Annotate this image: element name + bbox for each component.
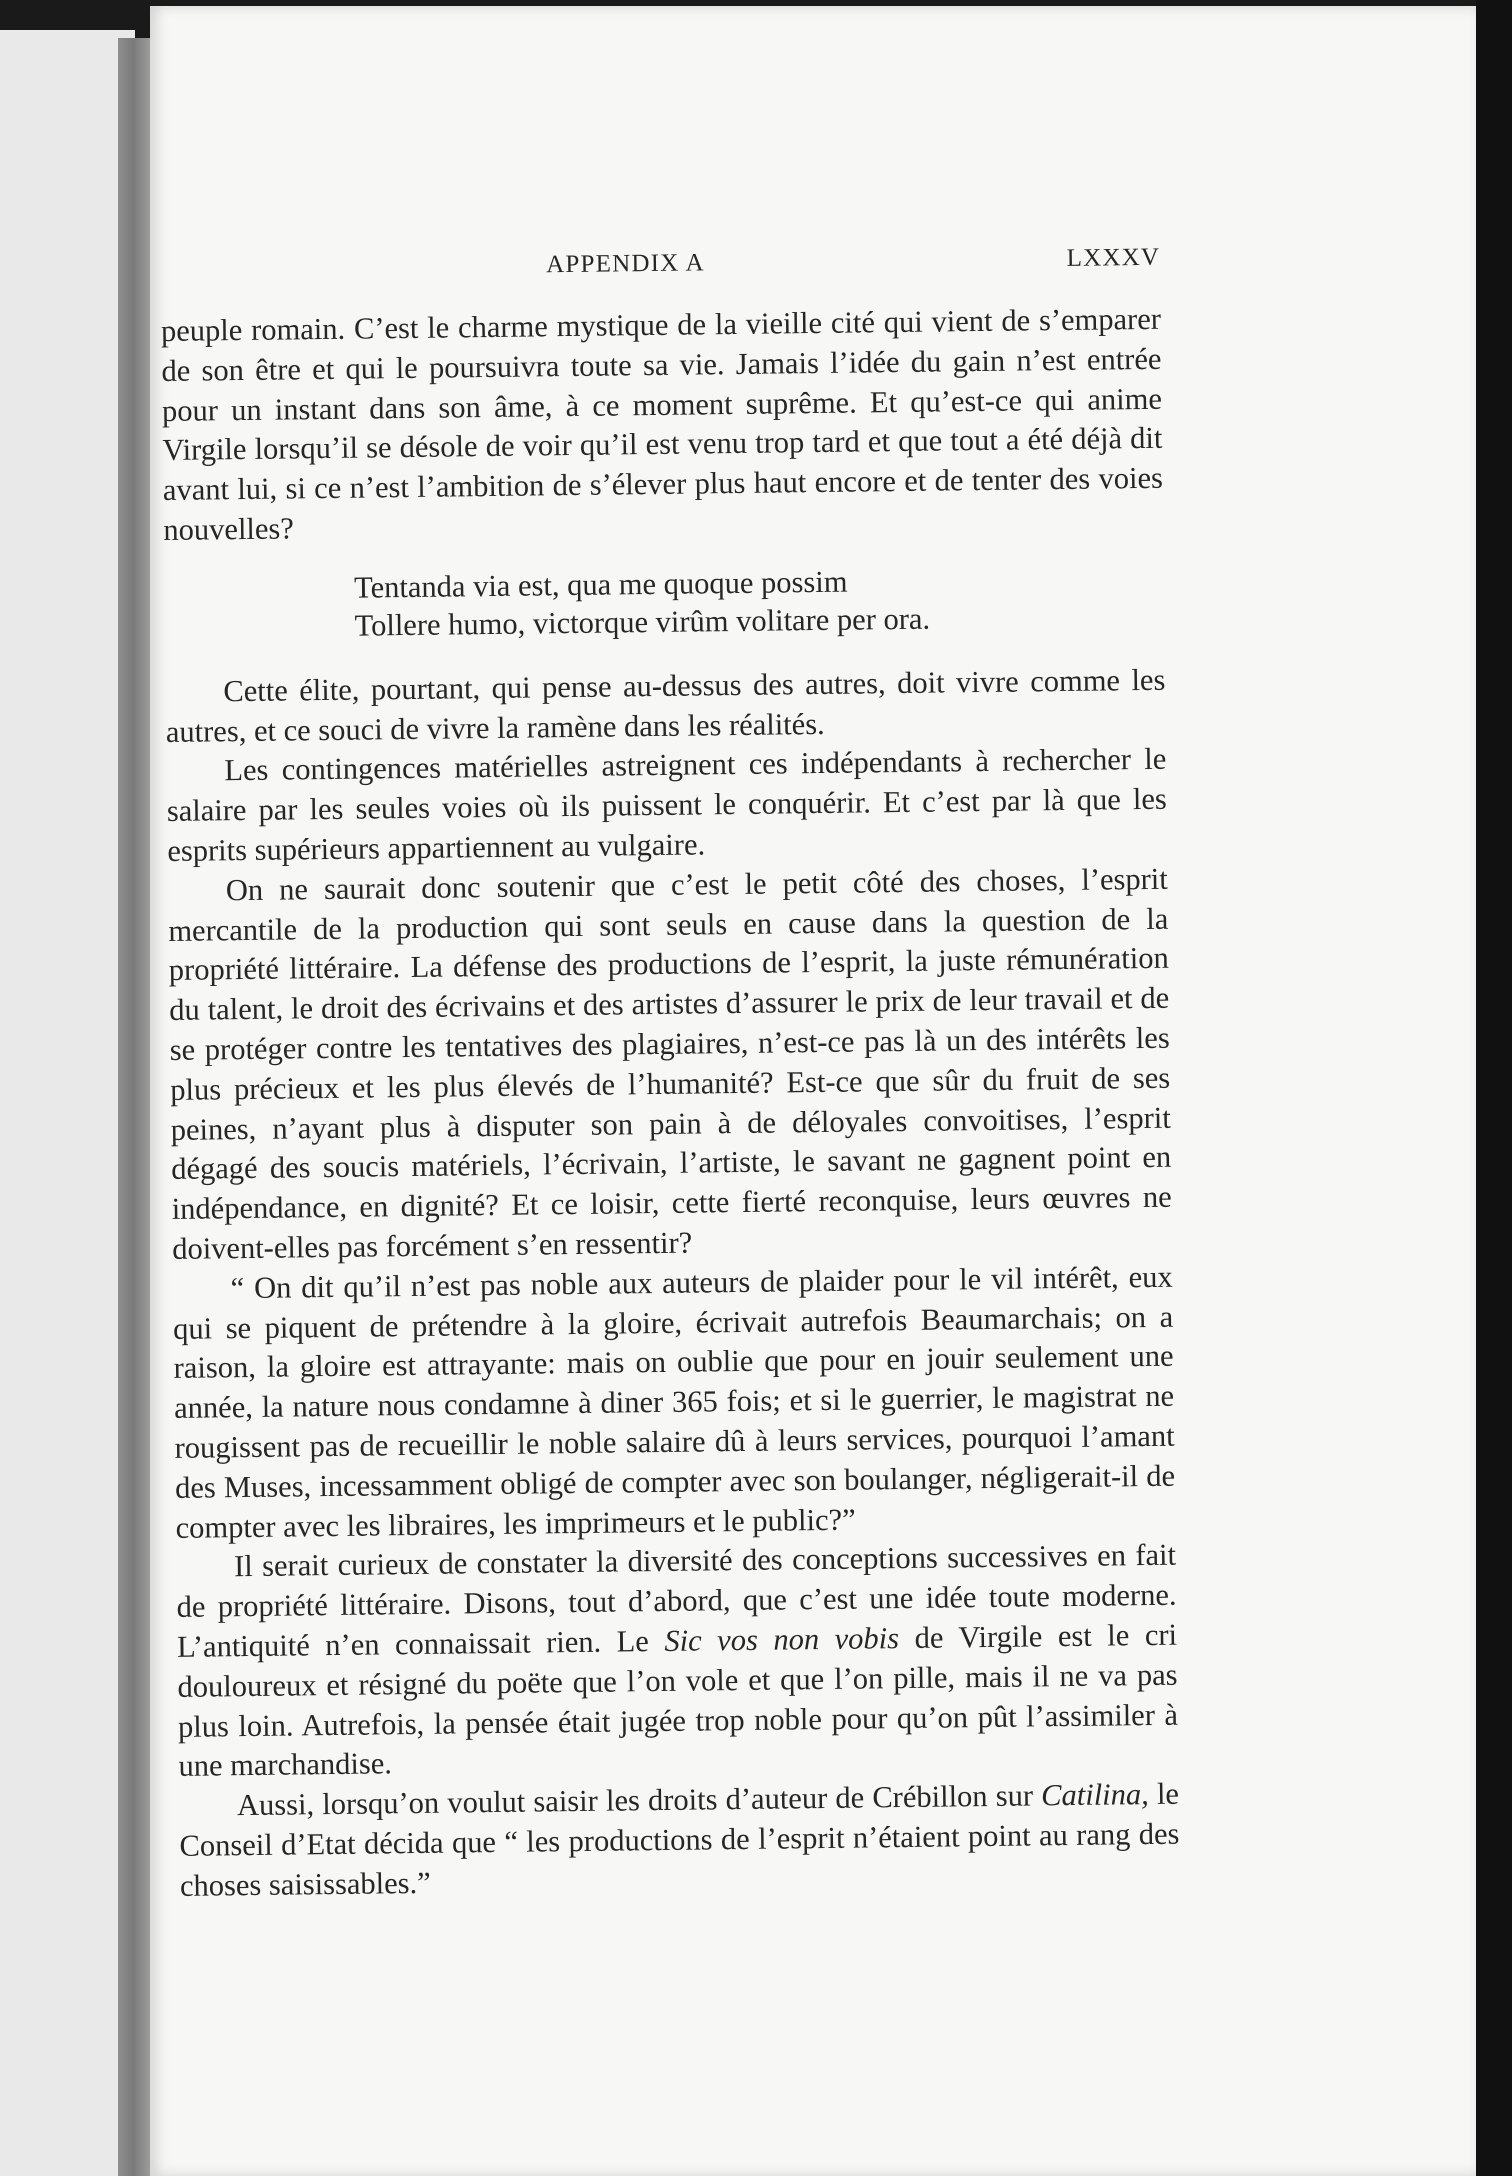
paragraph-6	[176, 1536, 1179, 1787]
paragraph-7-text-b: le Conseil d’Etat décida que “ les productions de l’esprit n’étaient point au rang des choses saisissables.”	[179, 1776, 1180, 1903]
paragraph-7	[179, 1775, 1180, 1907]
paragraph-4: On ne saurait donc soutenir que c’est le petit côté des choses, l’esprit mercantile de la production qui sont seuls en cause dans la question de la propriété littéraire. La défense des productions de l’esprit, la juste rémunération du talent, le droit des écrivains et des artistes d’assurer le prix de leur travail et de se protéger contre les tentatives des plagiaires, n’est-ce pas là un des intérêts les plus précieux et les plus élevés de l’humanité? Est-ce que sûr du fruit de ses peines, n’ayant plus à disputer son pain à de déloyales convoitises, l’esprit dégagé des soucis matériels, l’écrivain, l’artiste, le savant ne gagnent point en indépendance, en dignité? Et ce loisir, cette fierté reconquise, leurs œuvres ne doivent-elles pas forcément s’en ressentir?	[168, 861, 1172, 1266]
scan-border	[1476, 0, 1512, 2176]
running-title: APPENDIX A	[546, 249, 705, 279]
paragraph-3: Les contingences matérielles astreignent ces indépendants à rechercher le salaire par les seules voies où ils puissent le conquérir. Et c’est par là que les esprits supérieurs appartiennent au vulgaire.	[166, 742, 1167, 868]
paragraph-5-quotation: “ On dit qu’il n’est pas noble aux auteurs de plaider pour le vil intérêt, eux qui se piquent de prétendre à la gloire, écrivait autrefois Beaumarchais; on a raison, la gloire est attrayante: mais on oublie que pour en jouir seulement une année, la nature nous condamne à diner 365 fois; et si le guerrier, le magistrat ne rougissent pas de recueillir le noble salaire dû à leurs services, pourquoi l’amant des Muses, incessamment obligé de compter avec son boulanger, négligerait-il de compter avec les libraires, les imprimeurs et le public?”	[172, 1259, 1176, 1545]
paragraph-7-text-a: Aussi, lorsqu’on voulut saisir les droits d’auteur de Crébillon sur	[236, 1778, 1034, 1823]
page-number: LXXXV	[1066, 243, 1161, 272]
verse-line-1: Tentanda via est, qua me quoque possim	[353, 564, 848, 605]
paragraph-2: Cette élite, pourtant, qui pense au-dessus des autres, doit vivre comme les autres, et ce souci de vivre la ramène dans les réalités.	[165, 662, 1166, 749]
paragraph-1: peuple romain. C’est le charme mystique de la vieille cité qui vient de s’emparer de son être et qui le poursuivra toute sa vie. Jamais l’idée du gain n’est entrée pour un instant dans son âme, à ce moment suprême. Et qu’est-ce qui anime Virgile lorsqu’il se désole de voir qu’il est venu trop tard et que tout a été déjà dit avant lui, si ce n’est l’ambition de s’élever plus haut encore et de tenter des voies nouvelles?	[160, 301, 1164, 547]
paragraph-7-work-title: Catilina,	[1040, 1777, 1149, 1813]
paragraph-6-text-a: Il serait curieux de constater la diversité des conceptions successives en fait de propriété littéraire. Disons, tout d’abord, que c’est une idée toute moderne. L’antiquité n’en connaissait rien. Le	[176, 1537, 1177, 1664]
facing-page	[0, 30, 135, 2176]
page-text	[160, 238, 1180, 1907]
verse-quote	[164, 559, 1165, 647]
paragraph-6-latin-phrase: Sic vos non vobis	[664, 1620, 900, 1658]
verse-line-2: Tollere humo, victorque virûm volitare per ora.	[354, 601, 931, 643]
paragraph-6-text-b: de Virgile est le cri douloureux et résigné du poëte que l’on vole et que l’on pille, mais il ne va pas plus loin. Autrefois, la pensée était jugée trop noble pour qu’on pût l’assimiler à une marchandise.	[177, 1617, 1179, 1784]
